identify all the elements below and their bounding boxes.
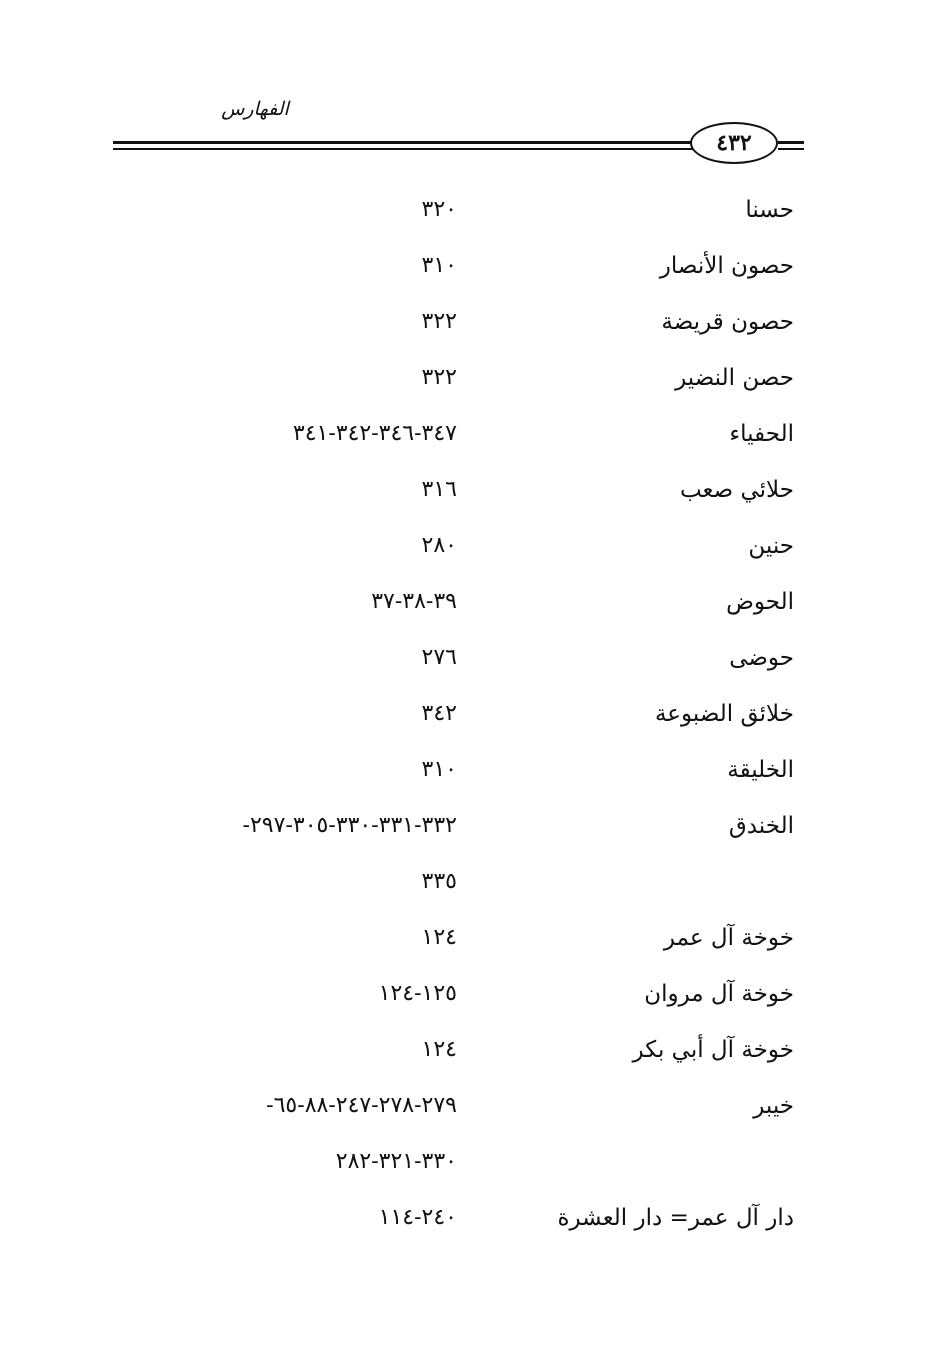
- entry-term: حسنا: [745, 197, 794, 223]
- index-entry-continuation: [0, 862, 944, 902]
- index-entry: [0, 582, 944, 622]
- entry-pages: ١٢٤: [421, 925, 457, 950]
- running-header-title: الفهارس: [221, 98, 289, 120]
- index-entry: [0, 358, 944, 398]
- index-entry: [0, 526, 944, 566]
- entry-term: حصن النضير: [675, 365, 794, 391]
- entry-pages: ٣٢٠: [421, 197, 457, 222]
- entry-term: خلائق الضبوعة: [654, 701, 794, 727]
- entry-pages: ٣٢٢: [421, 365, 457, 390]
- entry-pages: ٣٢٢: [421, 309, 457, 334]
- entry-pages: ٣١٠: [421, 253, 457, 278]
- entry-term: خوخة آل أبي بكر: [632, 1037, 794, 1063]
- entry-pages: ٢٧٦: [421, 645, 457, 670]
- entry-pages: ٣١٦: [421, 477, 457, 502]
- entry-term: الحوض: [726, 589, 794, 615]
- index-entry: [0, 190, 944, 230]
- entry-term: الحفياء: [729, 421, 794, 447]
- entry-pages: ١٢٤: [421, 1037, 457, 1062]
- entry-pages: ٢٧٩-٢٧٨-٢٤٧-٨٨-٦٥-: [266, 1093, 457, 1118]
- entry-term: الخليقة: [727, 757, 794, 783]
- index-entry: [0, 694, 944, 734]
- index-entry: [0, 414, 944, 454]
- entry-pages: ٣٣٥: [421, 869, 457, 894]
- entry-term: حلائي صعب: [679, 477, 794, 503]
- index-entry: [0, 1198, 944, 1238]
- entry-pages: ٣٣٢-٣٣١-٣٣٠-٣٠٥-٢٩٧-: [242, 813, 457, 838]
- index-entry: [0, 1086, 944, 1126]
- entry-term: حصون الأنصار: [659, 253, 794, 279]
- entry-pages: ٣٣٠-٣٢١-٢٨٢: [335, 1149, 457, 1174]
- entry-term: خيبر: [753, 1093, 794, 1119]
- index-entry: [0, 918, 944, 958]
- index-entry: [0, 806, 944, 846]
- index-entry: [0, 1030, 944, 1070]
- entry-term: حصون قريضة: [661, 309, 794, 335]
- entry-pages: ٣٩-٣٨-٣٧: [371, 589, 457, 614]
- index-entry: [0, 470, 944, 510]
- index-entry: [0, 246, 944, 286]
- entry-pages: ٢٨٠: [421, 533, 457, 558]
- entry-term: خوخة آل مروان: [644, 981, 794, 1007]
- page-number: ٤٣٢: [716, 130, 752, 156]
- entry-term: دار آل عمر= دار العشرة: [557, 1205, 794, 1231]
- entry-pages: ١٢٥-١٢٤: [378, 981, 457, 1006]
- entry-pages: ٣٤٢: [421, 701, 457, 726]
- entry-pages: ٢٤٠-١١٤: [378, 1205, 457, 1230]
- index-entry: [0, 750, 944, 790]
- index-entry-continuation: [0, 1142, 944, 1182]
- entry-term: حوضى: [729, 645, 794, 671]
- entry-pages: ٣١٠: [421, 757, 457, 782]
- index-entry: [0, 974, 944, 1014]
- entry-term: الخندق: [728, 813, 794, 839]
- entry-term: حنين: [748, 533, 794, 559]
- entry-term: خوخة آل عمر: [663, 925, 794, 951]
- index-entry: [0, 638, 944, 678]
- index-entry: [0, 302, 944, 342]
- entry-pages: ٣٤٧-٣٤٦-٣٤٢-٣٤١: [292, 421, 457, 446]
